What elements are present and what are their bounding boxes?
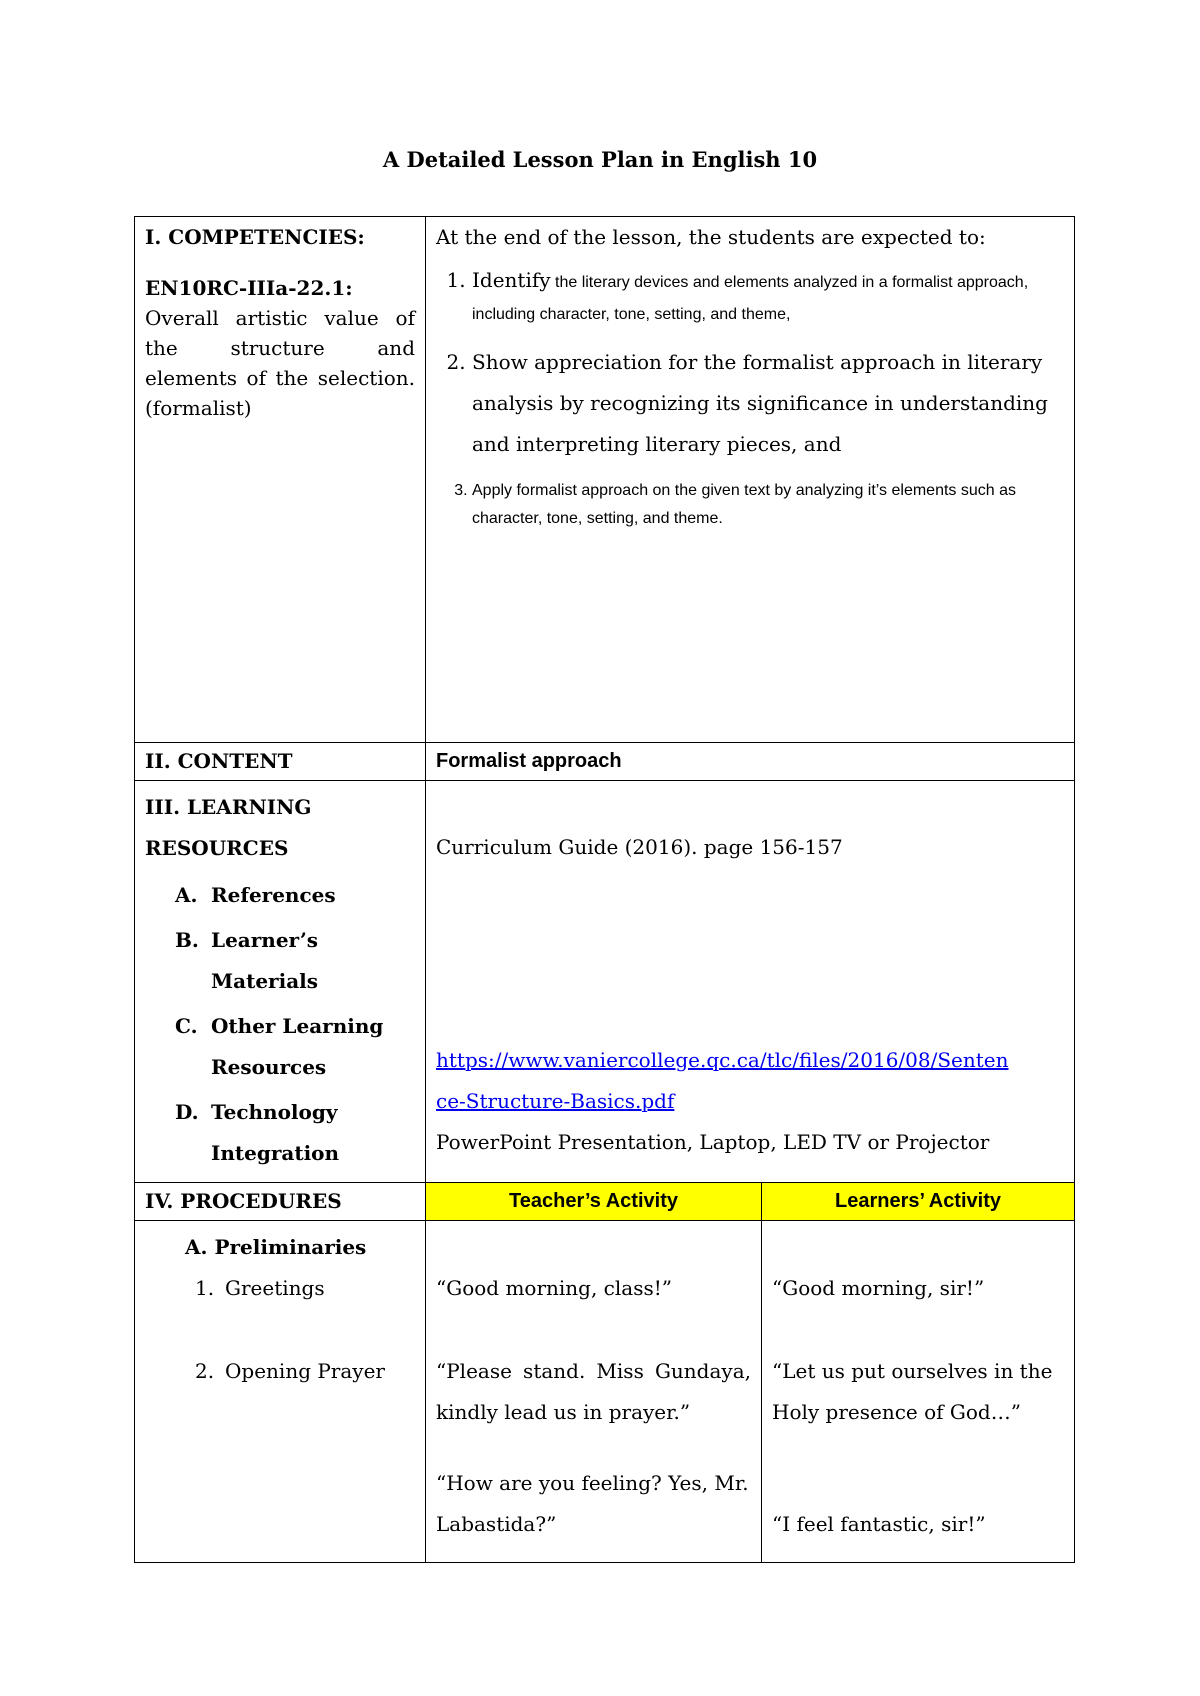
resource-link[interactable]: https://www.vaniercollege.qc.ca/tlc/files/2016/08/Senten ce-Structure-Basics.pdf	[436, 1048, 1009, 1113]
content-label-cell	[135, 743, 426, 781]
step-opening-prayer: 2. Opening Prayer	[195, 1359, 385, 1383]
teacher-prayer: “Please stand. Miss Gundaya, kindly lead us in prayer.”	[436, 1359, 751, 1424]
teacher-greeting: “Good morning, class!”	[436, 1276, 672, 1300]
teacher-activity-header: Teacher’s Activity	[426, 1183, 762, 1221]
objective-text: the literary devices and elements analyzed in a formalist approach, including character, tone, setting, and theme,	[472, 274, 1029, 323]
resources-label-cell	[135, 781, 426, 1183]
procedures-header-row	[135, 1183, 1075, 1221]
learner-prayer: “Let us put ourselves in the Holy presence of God…”	[772, 1359, 1053, 1424]
objectives-list	[436, 266, 1064, 534]
teacher-feeling: “How are you feeling? Yes, Mr. Labastida?”	[436, 1471, 749, 1536]
objective-item	[472, 266, 1064, 330]
objective-text: Show appreciation for the formalist approach in literary analysis by recognizing its significance in understanding and interpreting literary pieces, and	[472, 349, 1048, 456]
resource-item: D. Technology Integration	[175, 1100, 340, 1165]
preliminaries-row	[135, 1221, 1075, 1563]
resources-list	[145, 875, 415, 1174]
content-heading: II. CONTENT	[145, 749, 293, 773]
preliminaries-label-cell	[135, 1221, 426, 1563]
resources-heading-line1: III. LEARNING	[145, 795, 312, 819]
procedures-heading: IV. PROCEDURES	[145, 1189, 342, 1213]
objectives-intro: At the end of the lesson, the students are expected to:	[436, 225, 986, 249]
resource-item: B. Learner’s Materials	[175, 928, 319, 993]
procedures-label-cell	[135, 1183, 426, 1221]
resources-heading-line2: RESOURCES	[145, 836, 289, 860]
content-row	[135, 743, 1075, 781]
objective-item	[472, 477, 1064, 535]
competency-description: Overall artistic value of the structure and elements of the selection. (formalist)	[145, 306, 415, 420]
objectives-cell	[426, 217, 1075, 743]
learner-activity-cell	[762, 1221, 1075, 1563]
competencies-row	[135, 217, 1075, 743]
competency-code: EN10RC-IIIa-22.1:	[145, 276, 353, 300]
competencies-heading: I. COMPETENCIES:	[145, 225, 365, 249]
resources-value-cell	[426, 781, 1075, 1183]
step-greetings: 1. Greetings	[195, 1276, 325, 1300]
preliminaries-heading: A. Preliminaries	[185, 1235, 367, 1259]
learner-feeling: “I feel fantastic, sir!”	[772, 1512, 986, 1536]
content-value: Formalist approach	[436, 750, 622, 772]
learner-greeting: “Good morning, sir!”	[772, 1276, 985, 1300]
teacher-activity-cell	[426, 1221, 762, 1563]
learner-activity-header: Learners’ Activity	[762, 1183, 1075, 1221]
resource-item: C. Other Learning Resources	[175, 1014, 384, 1079]
resource-item: A. References	[175, 883, 336, 907]
objective-item	[472, 342, 1064, 465]
document-title: A Detailed Lesson Plan in English 10	[382, 147, 818, 172]
competencies-label-cell	[135, 217, 426, 743]
reference-text: Curriculum Guide (2016). page 156-157	[436, 835, 843, 859]
technology-text: PowerPoint Presentation, Laptop, LED TV or Projector	[436, 1130, 990, 1154]
resources-row	[135, 781, 1075, 1183]
objective-lead: Identify	[472, 268, 551, 292]
lesson-plan-table	[134, 216, 1075, 1563]
objective-text: Apply formalist approach on the given text by analyzing it’s elements such as character, tone, setting, and theme.	[472, 481, 1016, 528]
content-value-cell	[426, 743, 1075, 781]
